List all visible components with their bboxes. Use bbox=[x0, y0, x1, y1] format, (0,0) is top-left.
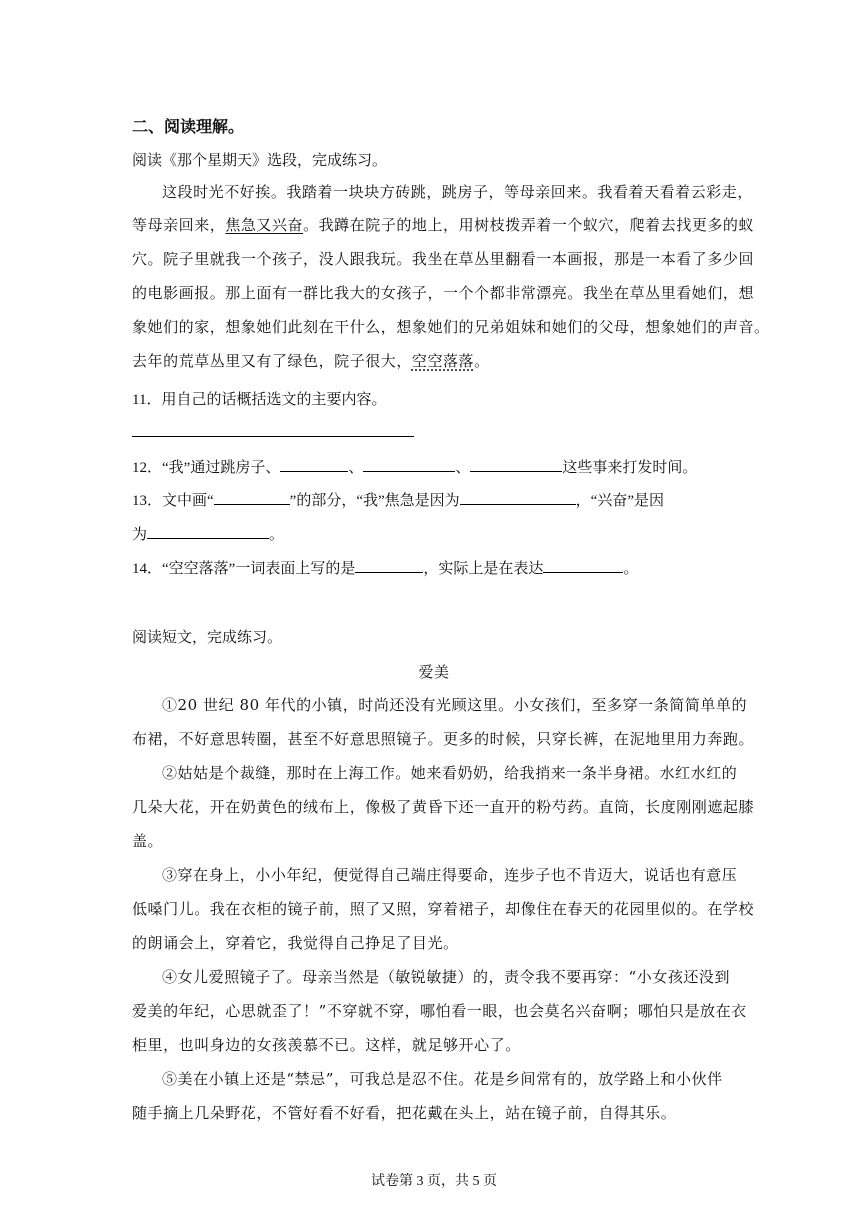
answer-blank[interactable] bbox=[363, 457, 455, 472]
question-13 bbox=[132, 489, 664, 510]
question-text: 。 bbox=[269, 527, 285, 543]
paragraph-line: ②姑姑是个裁缝，那时在上海工作。她来看奶奶，给我捎来一条半身裙。水红水红的 bbox=[162, 764, 738, 782]
paragraph-line: 随手摘上几朵野花，不管好看不好看，把花戴在头上，站在镜子前，自得其乐。 bbox=[132, 1104, 677, 1122]
question-text: 12．“我”通过跳房子、 bbox=[132, 460, 281, 476]
paragraph-line: 几朵大花，开在奶黄色的绒布上，像极了黄昏下还一直开的粉芍药。直筒，长度刚刚遮起膝 bbox=[132, 798, 755, 816]
paragraph-line: 柜里，也叫身边的女孩羡慕不已。这样，就足够开心了。 bbox=[132, 1036, 521, 1054]
answer-blank[interactable] bbox=[460, 490, 576, 505]
question-text: ，实际上是在表达 bbox=[423, 561, 544, 577]
paragraph-line: ①20 世纪 80 年代的小镇，时尚还没有光顾这里。小女孩们，至多穿一条简简单单的 bbox=[162, 696, 748, 714]
passage-line bbox=[132, 214, 754, 235]
question-text: 。 bbox=[623, 561, 639, 577]
passage-text: 。 bbox=[474, 352, 490, 370]
answer-blank[interactable] bbox=[543, 558, 623, 573]
passage-line: 穴。院子里就我一个孩子，没人跟我玩。我坐在草丛里翻看一本画报，那是一本看了多少回 bbox=[132, 250, 755, 268]
question-13-cont bbox=[132, 523, 284, 544]
question-text: 14．“空空落落”一词表面上写的是 bbox=[132, 561, 356, 577]
paragraph-line: 爱美的年纪，心思就歪了！”不穿就不穿，哪怕看一眼，也会莫名兴奋啊；哪怕只是放在衣 bbox=[132, 1002, 747, 1020]
passage-text: 等母亲回来， bbox=[132, 216, 226, 234]
paragraph-line: 盖。 bbox=[132, 832, 164, 850]
question-text: 、 bbox=[455, 460, 471, 476]
passage-line: 这段时光不好挨。我踏着一块块方砖跳，跳房子，等母亲回来。我看着天看着云彩走， bbox=[162, 183, 753, 201]
paragraph-line: 布裙，不好意思转圈，甚至不好意思照镜子。更多的时候，只穿长裤，在泥地里用力奔跑。 bbox=[132, 730, 755, 748]
question-14 bbox=[132, 557, 638, 578]
passage-title: 爱美 bbox=[418, 663, 450, 681]
question-text: 为 bbox=[132, 527, 148, 543]
question-text: ，“兴奋”是因 bbox=[575, 493, 664, 509]
question-12 bbox=[132, 456, 697, 477]
underline-sample bbox=[214, 490, 290, 505]
section2-intro: 阅读短文，完成练习。 bbox=[132, 630, 283, 646]
paragraph-line: ⑤美在小镇上还是“禁忌”，可我总是忍不住。花是乡间常有的，放学路上和小伙伴 bbox=[162, 1070, 723, 1088]
paragraph-line: 的朗诵会上，穿着它，我觉得自己挣足了目光。 bbox=[132, 934, 459, 952]
underlined-phrase: 焦急又兴奋 bbox=[225, 216, 304, 234]
answer-blank[interactable] bbox=[355, 558, 423, 573]
dotted-phrase: 空空落落 bbox=[411, 352, 475, 370]
question-text: ”的部分，“我”焦急是因为 bbox=[289, 493, 460, 509]
section-heading: 二、阅读理解。 bbox=[132, 117, 245, 136]
question-text: 、 bbox=[348, 460, 364, 476]
paragraph-line: 低嗓门儿。我在衣柜的镜子前，照了又照，穿着裙子，却像住在春天的花园里似的。在学校 bbox=[132, 900, 755, 918]
section-intro: 阅读《那个星期天》选段，完成练习。 bbox=[132, 153, 388, 169]
question-text: 这些事来打发时间。 bbox=[562, 460, 698, 476]
paragraph-line: ④女儿爱照镜子了。母亲当然是（敏锐敏捷）的，责令我不要再穿：“小女孩还没到 bbox=[162, 968, 731, 986]
passage-text: 。我蹲在院子的地上，用树枝拨弄着一个蚁穴，爬着去找更多的蚁 bbox=[303, 216, 755, 234]
answer-line[interactable] bbox=[132, 436, 414, 437]
page-footer: 试卷第 3 页，共 5 页 bbox=[371, 1174, 497, 1189]
answer-blank[interactable] bbox=[280, 457, 348, 472]
question-11: 11．用自己的话概括选文的主要内容。 bbox=[132, 392, 387, 408]
question-text: 13．文中画“ bbox=[132, 493, 214, 509]
passage-text: 去年的荒草丛里又有了绿色，院子很大， bbox=[132, 352, 412, 370]
answer-blank[interactable] bbox=[147, 524, 269, 539]
paragraph-line: ③穿在身上，小小年纪，便觉得自己端庄得要命，连步子也不肯迈大，说话也有意压 bbox=[162, 866, 738, 884]
answer-blank[interactable] bbox=[470, 457, 562, 472]
passage-line: 象她们的家，想象她们此刻在干什么，想象她们的兄弟姐妹和她们的父母，想象她们的声音。 bbox=[132, 318, 770, 336]
passage-line bbox=[132, 350, 490, 371]
passage-line: 的电影画报。那上面有一群比我大的女孩子，一个个都非常漂亮。我坐在草丛里看她们，想 bbox=[132, 284, 755, 302]
